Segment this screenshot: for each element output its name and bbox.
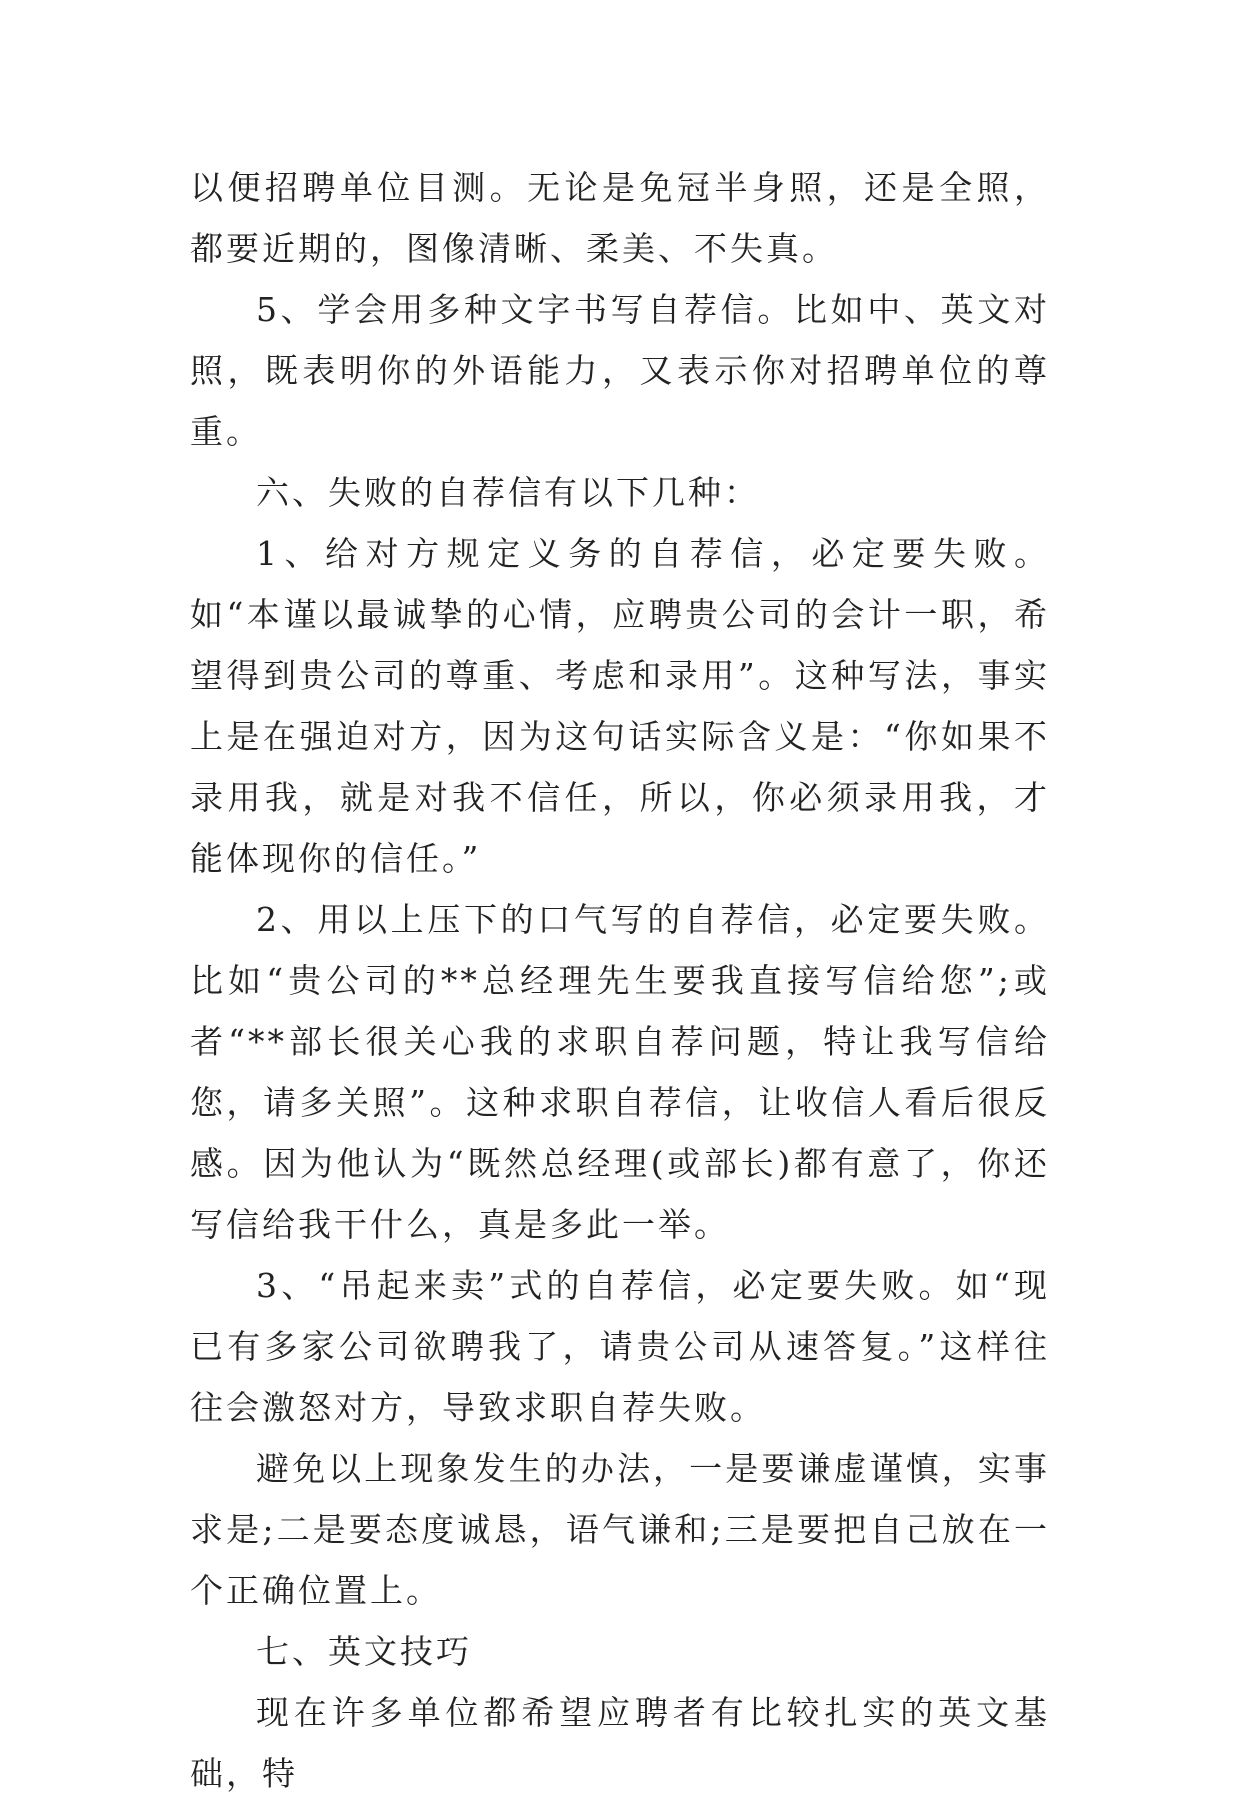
paragraph-tip-5-bilingual: 5、学会用多种文字书写自荐信。比如中、英文对照，既表明你的外语能力，又表示你对招聘单位的尊重。 <box>190 290 1050 451</box>
paragraph-english-intro: 现在许多单位都希望应聘者有比较扎实的英文基础，特 <box>190 1693 1050 1793</box>
section-heading-seven: 七、英文技巧 <box>256 1632 472 1671</box>
paragraph-failure-2: 2、用以上压下的口气写的自荐信，必定要失败。比如“贵公司的**总经理先生要我直接写信给您”;或者“**部长很关心我的求职自荐问题，特让我写信给您，请多关照”。这种求职自荐信，让收信人看后很反感。因为他认为“既然总经理(或部长)都有意了，你还写信给我干什么，真是多此一举。 <box>190 900 1050 1244</box>
paragraph-failure-3: 3、“吊起来卖”式的自荐信，必定要失败。如“现已有多家公司欲聘我了，请贵公司从速答复。”这样往往会激怒对方，导致求职自荐失败。 <box>190 1266 1050 1427</box>
document-body <box>190 157 1050 1804</box>
section-heading-six: 六、失败的自荐信有以下几种： <box>256 473 760 512</box>
paragraph-photo-requirement: 以便招聘单位目测。无论是免冠半身照，还是全照，都要近期的，图像清晰、柔美、不失真。 <box>190 168 1050 268</box>
paragraph-failure-1: 1、给对方规定义务的自荐信，必定要失败。如“本谨以最诚挚的心情，应聘贵公司的会计一职，希望得到贵公司的尊重、考虑和录用”。这种写法，事实上是在强迫对方，因为这句话实际含义是：“你如果不录用我，就是对我不信任，所以，你必须录用我，才能体现你的信任。” <box>190 534 1050 878</box>
paragraph-avoidance: 避免以上现象发生的办法，一是要谦虚谨慎，实事求是;二是要态度诚恳，语气谦和;三是要把自己放在一个正确位置上。 <box>190 1449 1050 1610</box>
